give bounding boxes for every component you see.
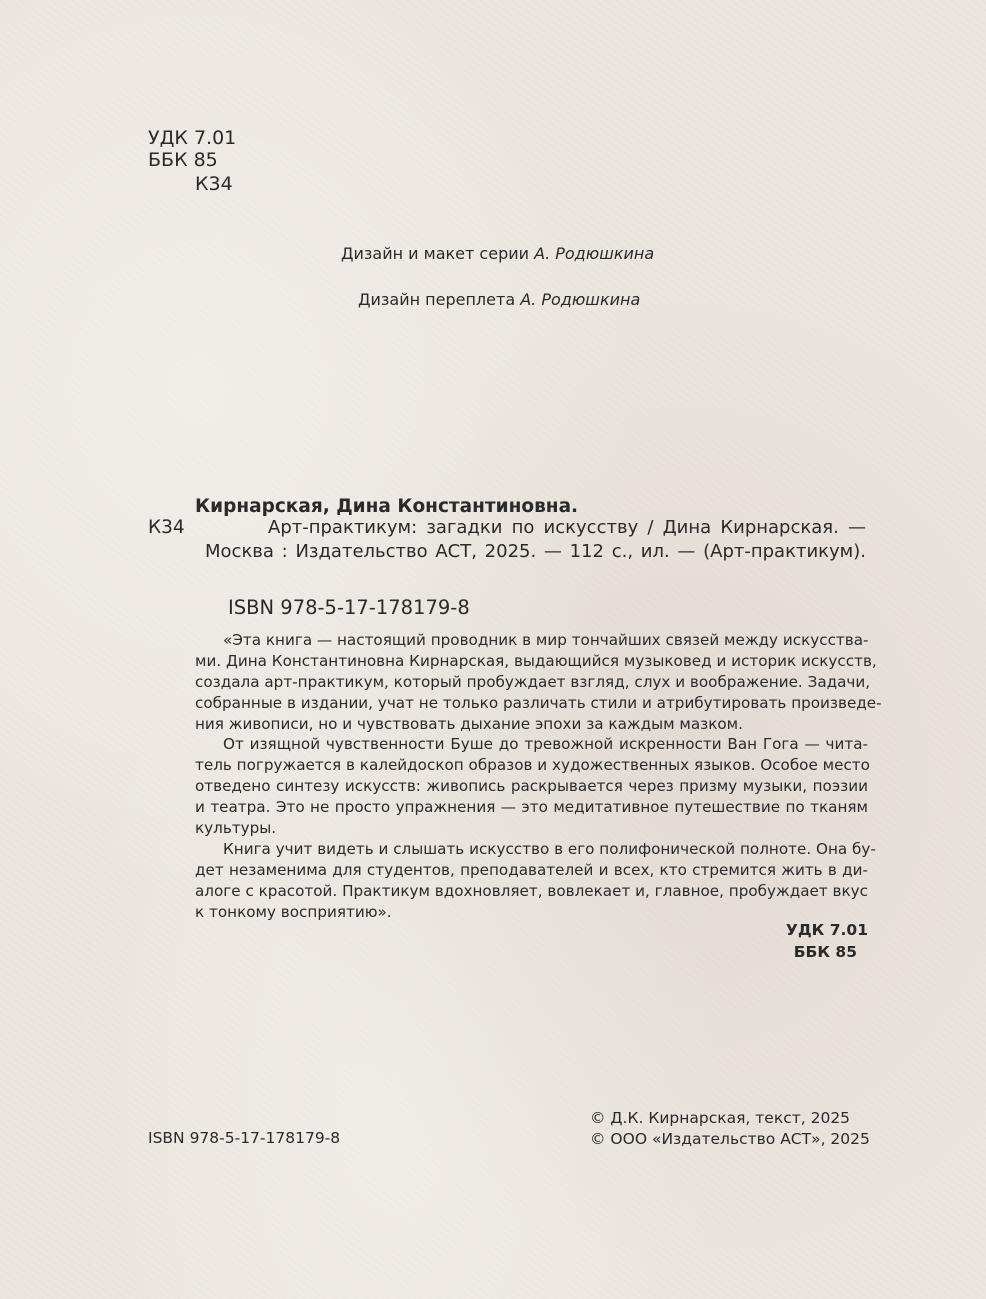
annotation-line: алоге с красотой. Практикум вдохновляет, вовлекает и, главное, пробуждает вкус	[195, 881, 868, 900]
annotation-line: дет незаменима для студентов, преподавателей и всех, кто стремится жить в ди-	[195, 860, 868, 879]
copyright-publisher: © ООО «Издательство АСТ», 2025	[590, 1130, 870, 1148]
copyright-text: © Д.К. Кирнарская, текст, 2025	[590, 1109, 851, 1127]
annotation-udk: УДК 7.01	[785, 921, 868, 939]
annotation-line: к тонкому восприятию».	[195, 902, 392, 921]
footer-isbn: ISBN 978-5-17-178179-8	[148, 1129, 341, 1147]
bbk-code: ББК 85	[148, 149, 218, 171]
annotation-line: ми. Дина Константиновна Кирнарская, выдающийся музыковед и историк искусств,	[195, 651, 877, 670]
annotation-line: ния живописи, но и чувствовать дыхание эпохи за каждым мазком.	[195, 714, 743, 733]
record-author: Кирнарская, Дина Константиновна.	[195, 496, 579, 517]
annotation-line: «Эта книга — настоящий проводник в мир тончайших связей между искусства-	[223, 631, 869, 649]
record-title: Арт-практикум: загадки по искусству / Дина Кирнарская. —	[268, 517, 866, 538]
annotation-line: создала арт-практикум, который пробуждает взгляд, слух и воображение. Задачи,	[195, 672, 871, 691]
record-author-mark: К34	[148, 517, 185, 538]
udk-code: УДК 7.01	[148, 127, 237, 149]
record-isbn: ISBN 978-5-17-178179-8	[228, 596, 470, 619]
annotation-bbk: ББК 85	[793, 943, 857, 961]
annotation-line: культуры.	[195, 819, 277, 838]
author-mark: К34	[195, 173, 233, 195]
annotation-line: собранные в издании, учат не только различать стили и атрибутировать произведе-	[195, 693, 882, 712]
annotation-line: и театра. Это не просто упражнения — это медитативное путешествие по тканям	[195, 798, 868, 817]
annotation-line: Книга учит видеть и слышать искусство в его полифонической полноте. Она бу-	[223, 839, 876, 858]
series-design-credit: Дизайн и макет серии А. Родюшкина	[341, 244, 655, 263]
binding-design-credit: Дизайн переплета А. Родюшкина	[358, 290, 641, 309]
annotation-line: тель погружается в калейдоскоп образов и художественных языков. Особое место	[195, 756, 870, 775]
annotation-line: отведено синтезу искусств: живопись раскрывается через призму музыки, поэзии	[195, 777, 868, 796]
annotation	[195, 630, 882, 922]
record-imprint: Москва : Издательство АСТ, 2025. — 112 с., ил. — (Арт-практикум).	[205, 541, 866, 562]
annotation-line: От изящной чувственности Буше до тревожной искренности Ван Гога — чита-	[223, 735, 868, 754]
